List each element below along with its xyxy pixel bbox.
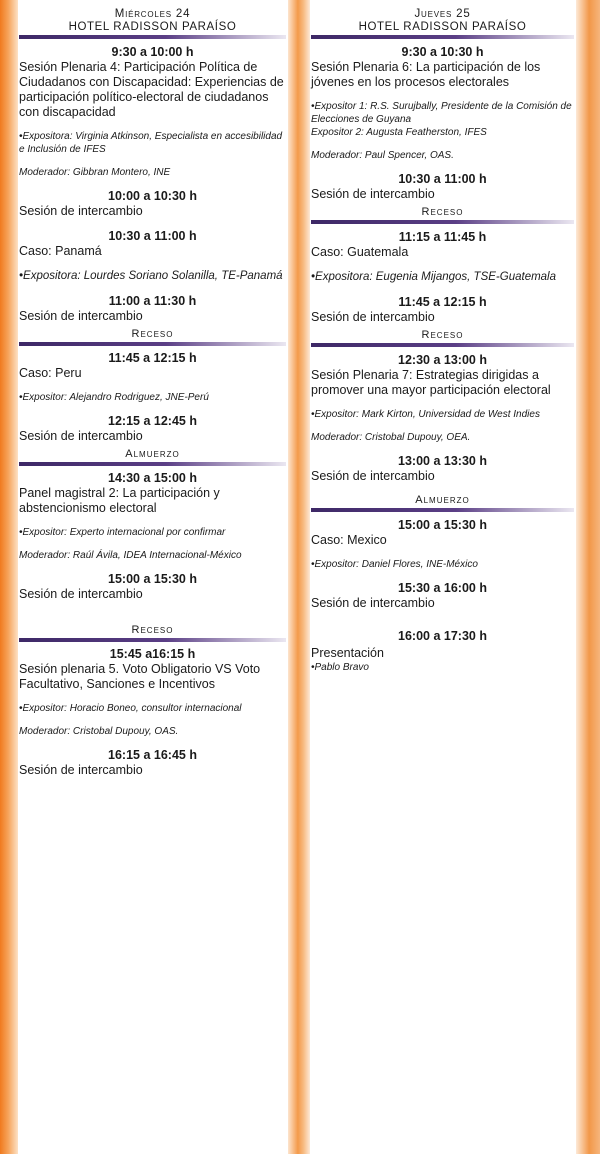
session-time: 15:00 a 15:30 h — [108, 572, 197, 586]
session-moderator: Moderador: Gibbran Montero, INE — [19, 167, 171, 178]
divider-bar — [311, 35, 574, 39]
session-title: Sesión Plenaria 4: Participación Política de Ciudadanos con Discapacidad: Experiencias de participación político-electoral de ciudadanos con discapacidad — [19, 60, 284, 119]
divider-bar — [19, 462, 286, 466]
session-title: Sesión de intercambio — [311, 187, 435, 201]
session-title: Sesión de intercambio — [19, 763, 143, 777]
session-title: Sesión plenaria 5. Voto Obligatorio VS Voto Facultativo, Sanciones e Incentivos — [19, 662, 261, 691]
orange-band-middle — [288, 0, 310, 1154]
thursday-column — [311, 0, 574, 674]
break-label: Receso — [421, 206, 464, 218]
divider-bar — [19, 35, 286, 39]
session-speaker: •Expositora: Eugenia Mijangos, TSE-Guatemala — [311, 271, 557, 283]
session-speaker: •Pablo Bravo — [311, 662, 369, 673]
session-title: Sesión de intercambio — [19, 429, 143, 443]
session-time: 14:30 a 15:00 h — [108, 471, 197, 485]
session-speaker-2: Expositor 2: Augusta Featherston, IFES — [311, 127, 487, 138]
break-label: Receso — [131, 328, 174, 340]
session-title: Sesión de intercambio — [311, 310, 435, 324]
venue: HOTEL RADISSON PARAÍSO — [68, 21, 237, 33]
session-time: 15:45 a16:15 h — [109, 647, 196, 661]
break-label: Receso — [131, 624, 174, 636]
session-title: Presentación — [311, 646, 384, 660]
session-speaker: •Expositor: Mark Kirton, Universidad de West Indies — [311, 409, 540, 420]
session-time: 11:15 a 11:45 h — [398, 230, 487, 244]
session-time: 13:00 a 13:30 h — [398, 454, 487, 468]
session-speaker: •Expositor: Daniel Flores, INE-México — [311, 559, 478, 570]
session-speaker: •Expositora: Lourdes Soriano Solanilla, TE-Panamá — [19, 270, 283, 282]
break-label: Receso — [421, 329, 464, 341]
session-title: Sesión de intercambio — [19, 309, 143, 323]
session-speaker: •Expositor: Experto internacional por confirmar — [19, 527, 226, 538]
divider-bar — [19, 638, 286, 642]
session-title: Sesión Plenaria 6: La participación de los jóvenes en los procesos electorales — [311, 60, 541, 89]
session-title: Caso: Panamá — [19, 244, 102, 258]
session-title: Caso: Peru — [19, 366, 82, 380]
session-title: Sesión de intercambio — [311, 469, 435, 483]
session-speaker: •Expositor: Alejandro Rodriguez, JNE-Perú — [19, 392, 209, 403]
session-title: Sesión de intercambio — [19, 587, 143, 601]
session-time: 9:30 a 10:00 h — [111, 45, 194, 59]
lunch-label: Almuerzo — [415, 494, 470, 506]
session-moderator: Moderador: Cristobal Dupouy, OEA. — [311, 432, 471, 443]
thursday-header — [311, 0, 574, 33]
session-title: Caso: Mexico — [311, 533, 387, 547]
session-time: 10:30 a 11:00 h — [398, 172, 487, 186]
orange-band-right — [576, 0, 600, 1154]
divider-bar — [19, 342, 286, 346]
session-title: Sesión de intercambio — [19, 204, 143, 218]
session-time: 15:00 a 15:30 h — [398, 518, 487, 532]
wednesday-column — [19, 0, 286, 778]
day-title: Miércoles 24 — [114, 8, 191, 20]
session-time: 10:30 a 11:00 h — [108, 229, 197, 243]
session-time: 16:15 a 16:45 h — [108, 748, 197, 762]
session-time: 12:30 a 13:00 h — [398, 353, 487, 367]
session-speaker: •Expositora: Virginia Atkinson, Especialista en accesibilidad e Inclusión de IFES — [19, 131, 283, 155]
session-speaker: •Expositor: Horacio Boneo, consultor internacional — [19, 703, 242, 714]
session-title: Sesión de intercambio — [311, 596, 435, 610]
session-speaker: •Expositor 1: R.S. Surujbally, Presidente de la Comisión de Elecciones de Guyana — [311, 101, 572, 125]
session-time: 11:45 a 12:15 h — [108, 351, 197, 365]
session-moderator: Moderador: Paul Spencer, OAS. — [311, 150, 454, 161]
orange-band-left — [0, 0, 18, 1154]
lunch-label: Almuerzo — [125, 448, 180, 460]
session-time: 16:00 a 17:30 h — [398, 629, 487, 643]
session-time: 11:45 a 12:15 h — [398, 295, 487, 309]
session-time: 10:00 a 10:30 h — [108, 189, 197, 203]
venue: HOTEL RADISSON PARAÍSO — [358, 21, 527, 33]
session-title: Sesión Plenaria 7: Estrategias dirigidas a promover una mayor participación electoral — [311, 368, 551, 397]
session-time: 12:15 a 12:45 h — [108, 414, 197, 428]
divider-bar — [311, 508, 574, 512]
day-title: Jueves 25 — [414, 8, 471, 20]
session-time: 9:30 a 10:30 h — [401, 45, 484, 59]
divider-bar — [311, 343, 574, 347]
session-time: 15:30 a 16:00 h — [398, 581, 487, 595]
session-time: 11:00 a 11:30 h — [108, 294, 197, 308]
divider-bar — [311, 220, 574, 224]
session-moderator: Moderador: Raúl Ávila, IDEA Internacional-México — [19, 550, 242, 561]
wednesday-header — [19, 0, 286, 33]
session-title: Caso: Guatemala — [311, 245, 409, 259]
session-moderator: Moderador: Cristobal Dupouy, OAS. — [19, 726, 179, 737]
session-title: Panel magistral 2: La participación y abstencionismo electoral — [19, 486, 220, 515]
